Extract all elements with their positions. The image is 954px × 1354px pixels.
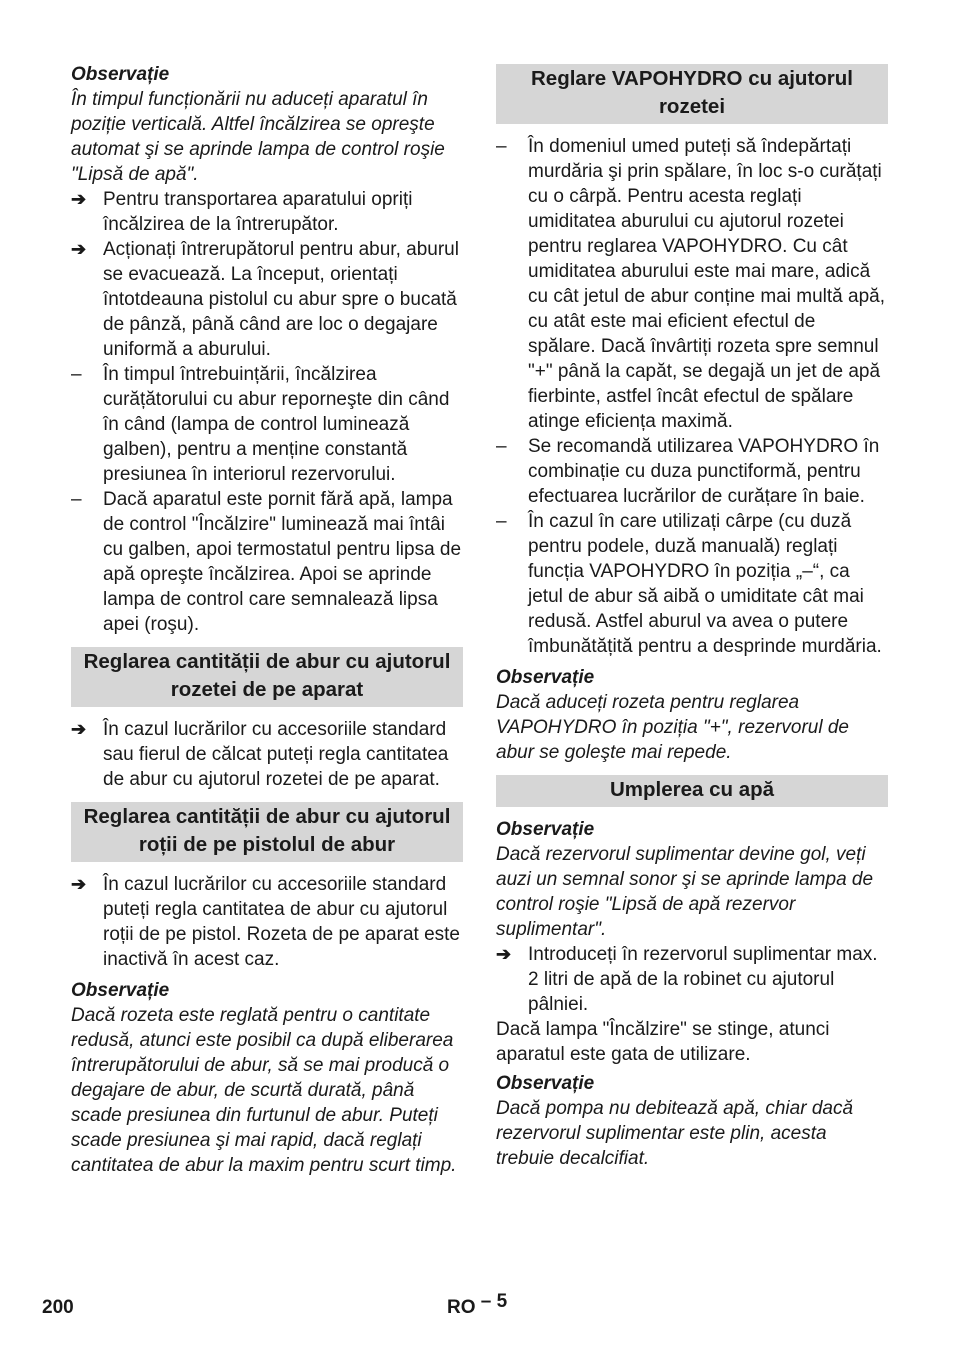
instruction-text: Pentru transportarea aparatului opriți încălzirea de la întrerupător. [103, 189, 413, 235]
list-item [71, 487, 463, 637]
arrow-icon: ➔ [71, 719, 87, 739]
instruction-text: Acționați întrerupătorul pentru abur, aburul se evacuează. La început, orientați întotdeauna pistolul cu abur spre o bucată de pânză, până când are loc o degajare uniformă a aburului. [103, 239, 459, 360]
note-body: În timpul funcționării nu aduceți aparatul în poziție verticală. Altfel încălzirea se opreşte automat şi se aprinde lampa de control roşie "Lipsă de apă". [71, 89, 445, 185]
section-heading: Reglarea cantității de abur cu ajutorul roții de pe pistolul de abur [71, 802, 463, 862]
arrow-icon: ➔ [71, 189, 87, 209]
instruction-item [496, 942, 888, 1017]
section-heading: Reglarea cantității de abur cu ajutorul rozetei de pe aparat [71, 647, 463, 707]
section-number: – 5 [480, 1291, 508, 1312]
dash-bullet: – [71, 364, 82, 385]
list-text: În domeniul umed puteți să îndepărtați murdăria şi prin spălare, în loc s-o curățați cu o cârpă. Pentru acesta reglați umiditatea aburului cu ajutorul rozetei pentru reglarea VAPOHYDRO. Cu cât umiditatea aburului este mai mare, adică cu cât jetul de abur conține mai multă apă, cu atât este mai eficient efectul de spălare. Dacă învârtiți rozeta spre semnul "+" până la capăt, se degajă un jet de apă fierbinte, astfel încât efectul de spălare atinge eficiența maximă. [528, 136, 885, 432]
note-body: Dacă rozeta este reglată pentru o cantitate redusă, atunci este posibil ca după eliberarea întrerupătorului de abur, să se mai producă o degajare de abur, de scurtă durată, până scade presiunea din furtunul de abur. Puteți scade presiunea şi mai rapid, dacă reglați cantitatea de abur la maxim pentru scurt timp. [71, 1005, 457, 1176]
right-column [496, 60, 888, 1171]
list-item [496, 134, 888, 434]
list-text: Dacă aparatul este pornit fără apă, lampa de control "Încălzire" luminează mai întâi cu galben, apoi termostatul pentru lipsa de apă opreşte încălzirea. Apoi se aprinde lampa de control care semnalează lipsa apei (roşu). [103, 489, 462, 635]
list-item [71, 362, 463, 487]
page-footer-section [447, 1291, 508, 1319]
arrow-icon: ➔ [71, 874, 87, 894]
paragraph: Dacă lampa "Încălzire" se stinge, atunci aparatul este gata de utilizare. [496, 1019, 830, 1065]
instruction-text: În cazul lucrărilor cu accesoriile standard puteți regla cantitatea de abur cu ajutorul roții de pe pistol. Rozeta de pe aparat este inactivă în acest caz. [103, 874, 461, 970]
note-title: Observație [71, 980, 170, 1001]
note-title: Observație [496, 667, 595, 688]
instruction-text: Introduceți în rezervorul suplimentar max. 2 litri de apă de la robinet cu ajutorul pâlniei. [528, 944, 878, 1015]
instruction-item [71, 872, 463, 972]
note-body: Dacă pompa nu debitează apă, chiar dacă rezervorul suplimentar este plin, acesta trebuie decalcifiat. [496, 1098, 854, 1169]
dash-bullet: – [496, 511, 507, 532]
arrow-icon: ➔ [496, 944, 512, 964]
note-body: Dacă rezervorul suplimentar devine gol, veți auzi un semnal sonor şi se aprinde lampa de control roşie "Lipsă de apă rezervor suplimentar". [496, 844, 874, 940]
section-heading: Reglare VAPOHYDRO cu ajutorul rozetei [496, 64, 888, 124]
dash-bullet: – [71, 489, 82, 510]
instruction-item [71, 717, 463, 792]
arrow-icon: ➔ [71, 239, 87, 259]
note-title: Observație [496, 1073, 595, 1094]
language-code: RO [447, 1297, 476, 1318]
instruction-item [71, 187, 463, 237]
page-number: 200 [42, 1297, 74, 1318]
instruction-text: În cazul lucrărilor cu accesoriile standard sau fierul de călcat puteți regla cantitatea de abur cu ajutorul rozetei de pe aparat. [103, 719, 449, 790]
list-text: În timpul întrebuințării, încălzirea curățătorului cu abur reporneşte din când în când (lampa de control luminează galben), pentru a menține constantă presiunea în interiorul rezervorului. [103, 364, 450, 485]
dash-bullet: – [496, 136, 507, 157]
left-column [71, 60, 463, 1178]
list-text: În cazul în care utilizați cârpe (cu duză pentru podele, duză manuală) reglați funcția VAPOHYDRO în poziția „–“, ca jetul de abur să aibă o umiditate cât mai redusă. Astfel aburul va avea o putere îmbunătățită pentru a desprinde murdăria. [528, 511, 882, 657]
note-title: Observație [496, 819, 595, 840]
list-item [496, 434, 888, 509]
dash-bullet: – [496, 436, 507, 457]
note-title: Observație [71, 64, 170, 85]
section-heading: Umplerea cu apă [496, 775, 888, 807]
note-body: Dacă aduceți rozeta pentru reglarea VAPOHYDRO în poziția "+", rezervorul de abur se goleşte mai repede. [496, 692, 849, 763]
list-text: Se recomandă utilizarea VAPOHYDRO în combinație cu duza punctiformă, pentru efectuarea lucrărilor de curățare în baie. [528, 436, 880, 507]
instruction-item [71, 237, 463, 362]
list-item [496, 509, 888, 659]
